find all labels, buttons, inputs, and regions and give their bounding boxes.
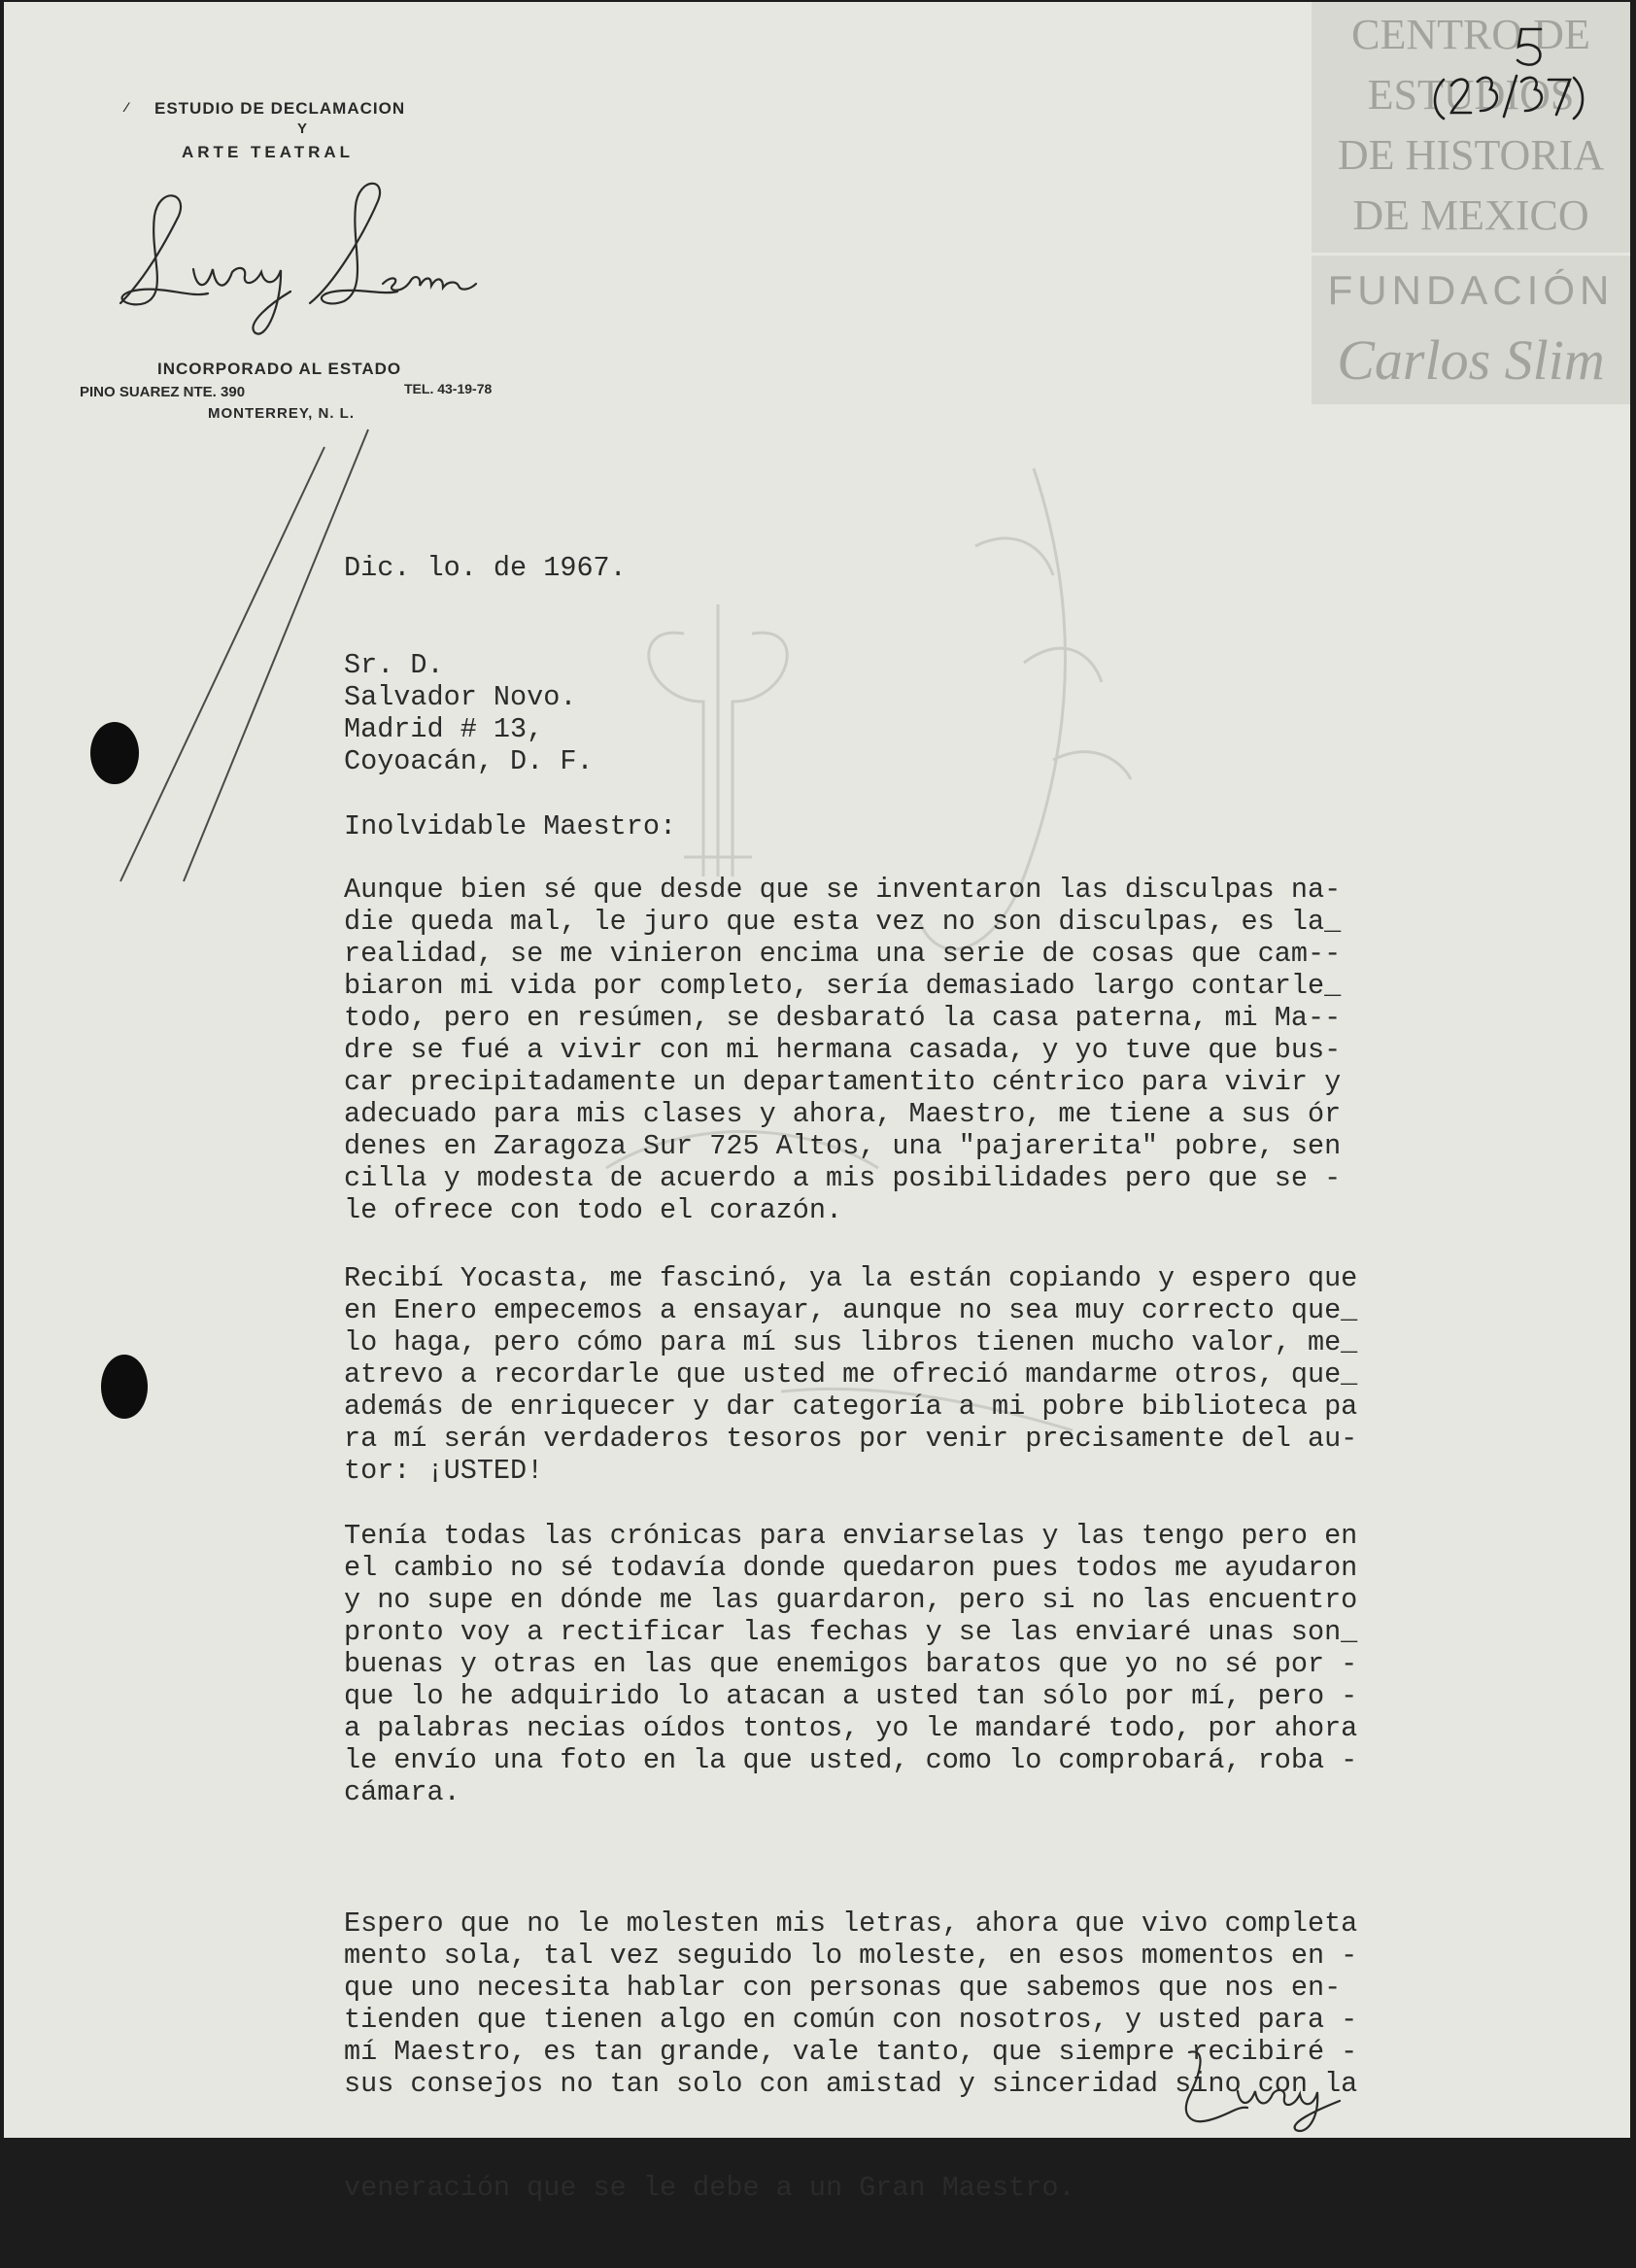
letter-page	[4, 2, 1630, 2204]
letterhead-dash: ⁄	[125, 99, 128, 115]
letterhead-tel: TEL. 43-19-78	[404, 381, 493, 396]
letterhead-address: PINO SUAREZ NTE. 390	[80, 384, 246, 400]
letterhead-y: Y	[297, 120, 308, 137]
paragraph-1: Aunque bien sé que desde que se inventaron las disculpas na- die queda mal, le juro que esta vez no son disculpas, es la_ realidad, se me vinieron encima una serie de cosas que cam-- biaron mi vida por completo, sería demasiado largo contarle_ todo, pero en resúmen, se desbarató la casa paterna, mi Ma-- dre se fué a vivir con mi hermana casada, y yo tuve que bus- car precipitadamente un departamentito céntrico para vivir y adecuado para mis clases y ahora, Maestro, me tiene a sus ór denes en Zaragoza Sur 725 Altos, una "pajarerita" pobre, sen cilla y modesta de acuerdo a mis posibilidades pero que se - le ofrece con todo el corazón.	[344, 874, 1342, 1226]
letterhead-arte: ARTE TEATRAL	[182, 143, 355, 161]
stamp-line-4: DE MEXICO	[1352, 191, 1589, 239]
pencil-strokes	[120, 430, 368, 881]
letter-date: Dic. lo. de 1967.	[344, 552, 627, 584]
punch-hole-top	[90, 722, 139, 784]
punch-hole-bottom	[101, 1355, 148, 1419]
paragraph-4-last-line: veneración que se le debe a un Gran Maestro.	[344, 2172, 1075, 2204]
letterhead-incorporado: INCORPORADO AL ESTADO	[157, 360, 402, 378]
paragraph-2: Recibí Yocasta, me fascinó, ya la están copiando y espero que en Enero empecemos a ensayar, aunque no sea muy correcto que_ lo haga, pero cómo para mí sus libros tienen mucho valor, me_ atrevo a recordarle que usted me ofreció mandarme otros, que_ además de enriquecer y dar categoría a mi pobre biblioteca pa ra mí serán verdaderos tesoros por venir precisamente del au- tor: ¡USTED!	[344, 1262, 1358, 1487]
salutation: Inolvidable Maestro:	[344, 810, 677, 842]
stamp-line-2: ESTUDIOS	[1367, 71, 1575, 119]
letterhead-city: MONTERREY, N. L.	[208, 405, 356, 422]
stamp-line-1: CENTRO DE	[1351, 11, 1590, 58]
stamp-line-6: Carlos Slim	[1337, 328, 1605, 392]
recipient-address: Sr. D. Salvador Novo. Madrid # 13, Coyoacán, D. F.	[344, 649, 594, 777]
paragraph-3: Tenía todas las crónicas para enviarselas y las tengo pero en el cambio no sé todavía donde quedaron pues todos me ayudaron y no supe en dónde me las guardaron, pero si no las encuentro pronto voy a rectificar las fechas y se las enviaré unas son_ buenas y otras en las que enemigos baratos que yo no sé por - que lo he adquirido lo atacan a usted tan sólo por mí, pero - a palabras necias oídos tontos, yo le mandaré todo, por ahora le envío una foto en la que usted, como lo comprobará, roba - cámara.	[344, 1520, 1358, 1808]
stamp-line-3: DE HISTORIA	[1337, 131, 1605, 179]
letterhead-studio: ESTUDIO DE DECLAMACION	[154, 99, 406, 118]
paragraph-4-body: Espero que no le molesten mis letras, ahora que vivo completa mento sola, tal vez seguido lo moleste, en esos momentos en - que uno necesita hablar con personas que sabemos que nos en- tienden que tienen algo en común con nosotros, y usted para - mí Maestro, es tan grande, vale tanto, que siempre recibiré - sus consejos no tan solo con amistad y sinceridad sino con la	[344, 1907, 1358, 2100]
handwritten-signature	[1170, 2038, 1383, 2135]
stamp-line-5: FUNDACIÓN	[1327, 267, 1615, 313]
